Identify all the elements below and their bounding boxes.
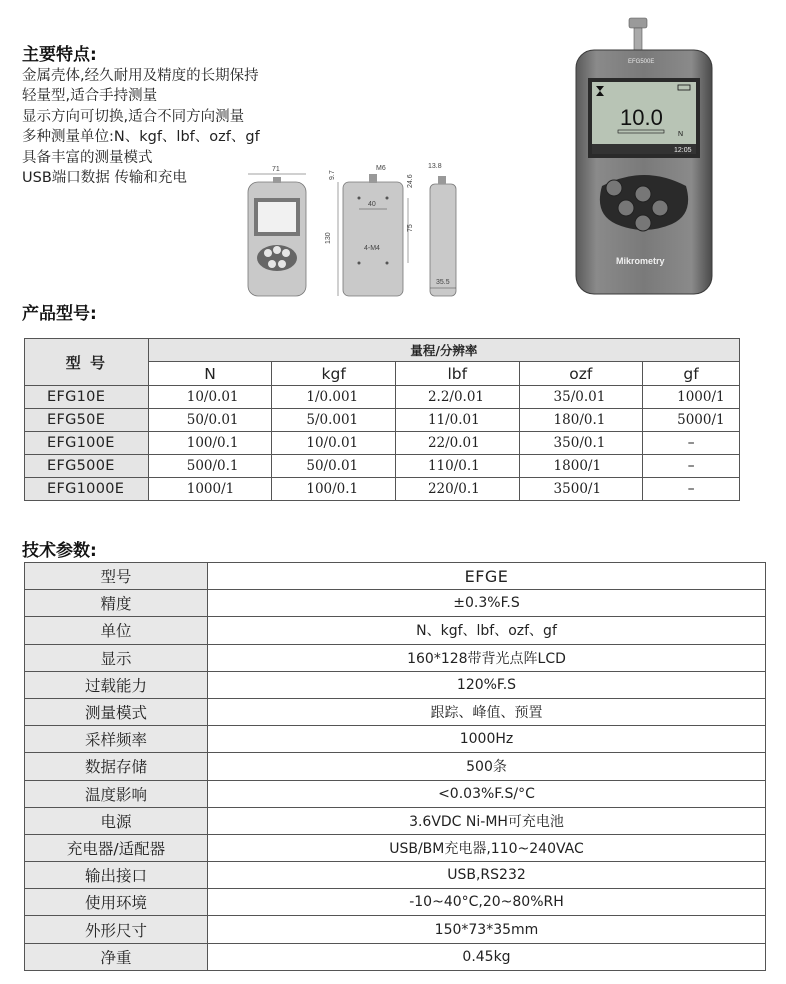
spec-label: 输出接口 [25,862,208,889]
spec-value: 0.45kg [208,943,766,970]
spec-table [24,562,766,971]
spec-label: 显示 [25,644,208,671]
table-row [25,753,766,780]
table-row [25,889,766,916]
feature-item: 轻量型,适合手持测量 [22,88,158,105]
unit-header: gf [643,362,740,386]
unit-header: ozf [519,362,643,386]
dim-label: 71 [272,166,280,173]
feature-item: 金属壳体,经久耐用及精度的长期保持 [22,68,259,84]
table-cell: – [643,478,740,501]
table-cell: 22/0.01 [395,432,519,455]
spec-label: 充电器/适配器 [25,834,208,861]
model-name: EFG1000E [25,478,149,501]
device-model-label: EFG500E [628,59,655,65]
spec-value: N、kgf、lbf、ozf、gf [208,617,766,644]
spec-label: 外形尺寸 [25,916,208,943]
table-row [25,478,740,501]
dim-label: 13.8 [428,163,442,170]
spec-value: USB/BM充电器,110~240VAC [208,834,766,861]
spec-value: <0.03%F.S/°C [208,780,766,807]
dim-label: M6 [376,165,386,172]
table-cell: 1000/1 [643,386,740,409]
spec-value: ±0.3%F.S [208,590,766,617]
models-title: 产品型号: [22,304,97,324]
spec-label: 过载能力 [25,671,208,698]
spec-label: 型号 [25,563,208,590]
spec-value: 3.6VDC Ni-MH可充电池 [208,807,766,834]
table-cell: 220/0.1 [395,478,519,501]
table-row [25,386,740,409]
model-table [24,338,740,501]
table-cell: 110/0.1 [395,455,519,478]
force-gauge-image [574,14,714,296]
dim-label: 130 [325,232,332,244]
table-row [25,563,766,590]
feature-item: 显示方向可切换,适合不同方向测量 [22,108,245,125]
table-cell: – [643,432,740,455]
table-row [25,862,766,889]
unit-header: kgf [272,362,396,386]
model-name: EFG100E [25,432,149,455]
back-view [325,165,414,296]
features-title: 主要特点: [22,45,97,65]
table-row [25,617,766,644]
device-time: 12:05 [674,147,692,154]
spec-value: EFGE [208,563,766,590]
dimension-drawing [242,160,472,300]
model-header: 型 号 [25,339,149,386]
table-cell: 100/0.1 [272,478,396,501]
table-row [25,671,766,698]
table-row [25,726,766,753]
model-name: EFG10E [25,386,149,409]
feature-item: 具备丰富的测量模式 [22,149,153,166]
spec-value: 1000Hz [208,726,766,753]
table-cell: 2.2/0.01 [395,386,519,409]
spec-value: 500条 [208,753,766,780]
table-cell: 50/0.01 [148,409,272,432]
device-reading: 10.0 [620,105,663,130]
table-row [25,834,766,861]
spec-label: 数据存储 [25,753,208,780]
table-cell: 5000/1 [643,409,740,432]
table-cell: 5/0.001 [272,409,396,432]
table-cell: 50/0.01 [272,455,396,478]
spec-value: 跟踪、峰值、预置 [208,698,766,725]
table-cell: 3500/1 [519,478,643,501]
spec-value: 120%F.S [208,671,766,698]
table-row [25,644,766,671]
unit-header: lbf [395,362,519,386]
feature-item: USB端口数据 传输和充电 [22,170,187,187]
table-cell: 11/0.01 [395,409,519,432]
table-cell: 10/0.01 [148,386,272,409]
spec-label: 精度 [25,590,208,617]
spec-label: 电源 [25,807,208,834]
table-row [25,432,740,455]
spec-value: -10~40°C,20~80%RH [208,889,766,916]
spec-label: 净重 [25,943,208,970]
features-list [22,66,260,188]
dim-label: 9.7 [329,170,336,180]
dim-label: 4-M4 [364,245,380,252]
spec-label: 采样频率 [25,726,208,753]
spec-label: 使用环境 [25,889,208,916]
spec-value: USB,RS232 [208,862,766,889]
table-cell: 10/0.01 [272,432,396,455]
table-row [25,807,766,834]
table-cell: 100/0.1 [148,432,272,455]
front-view [248,166,306,296]
table-row [25,455,740,478]
spec-label: 温度影响 [25,780,208,807]
device-unit: N [678,131,684,138]
model-name: EFG50E [25,409,149,432]
table-row [25,943,766,970]
specs-title: 技术参数: [22,541,97,561]
table-cell: 35/0.01 [519,386,643,409]
spec-label: 测量模式 [25,698,208,725]
dim-label: 24.6 [407,174,414,188]
spec-value: 160*128带背光点阵LCD [208,644,766,671]
table-cell: 1000/1 [148,478,272,501]
table-cell: – [643,455,740,478]
range-header: 量程/分辨率 [148,339,739,362]
side-view [428,163,456,296]
table-cell: 180/0.1 [519,409,643,432]
table-cell: 1/0.001 [272,386,396,409]
feature-item: 多种测量单位:N、kgf、lbf、ozf、gf [22,129,260,146]
dim-label: 35.5 [436,279,450,286]
table-cell: 350/0.1 [519,432,643,455]
device-brand: Mikrometry [616,256,665,266]
table-cell: 500/0.1 [148,455,272,478]
table-row [25,698,766,725]
unit-header: N [148,362,272,386]
table-cell: 1800/1 [519,455,643,478]
table-row [25,590,766,617]
table-row [25,780,766,807]
model-name: EFG500E [25,455,149,478]
dim-label: 40 [368,201,376,208]
dim-label: 75 [407,224,414,232]
table-row [25,916,766,943]
spec-label: 单位 [25,617,208,644]
spec-value: 150*73*35mm [208,916,766,943]
table-row [25,409,740,432]
